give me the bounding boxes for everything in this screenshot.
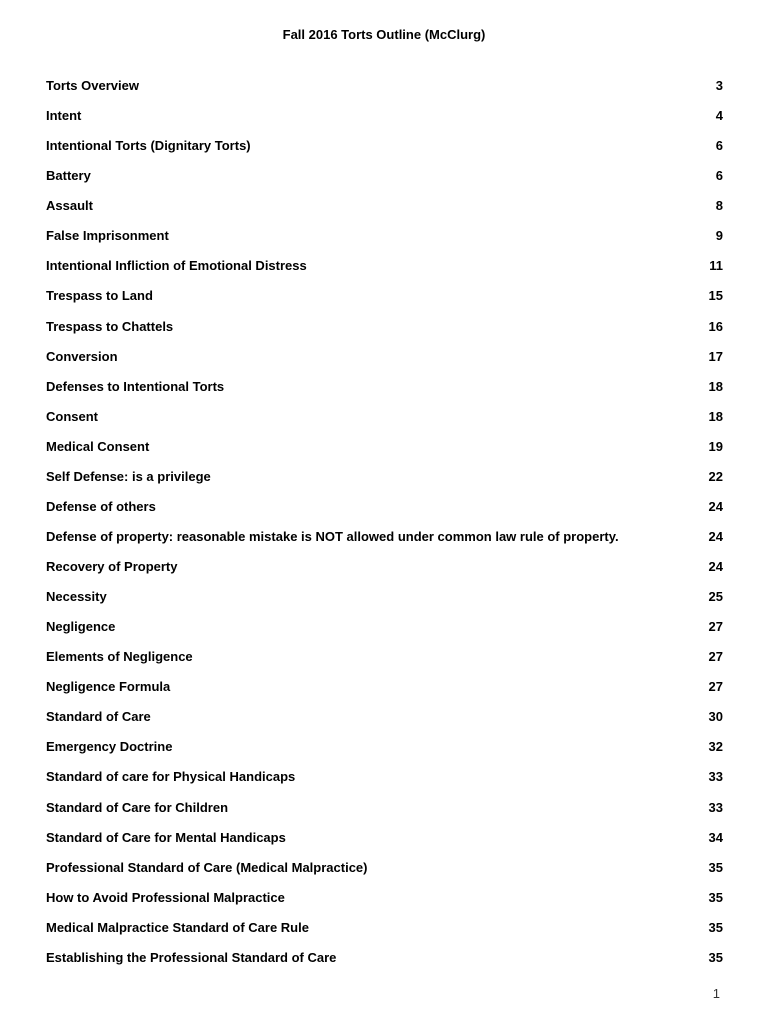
toc-entry-page: 17 <box>708 348 723 364</box>
toc-entry[interactable] <box>46 950 723 980</box>
toc-entry-page: 27 <box>708 649 723 665</box>
document-title: Fall 2016 Torts Outline (McClurg) <box>282 27 486 42</box>
toc-entry-title[interactable]: Negligence Formula <box>46 679 171 695</box>
toc-entry-title[interactable]: Battery <box>46 168 91 184</box>
toc-entry-title[interactable]: Defenses to Intentional Torts <box>46 378 225 394</box>
toc-entry[interactable] <box>46 800 723 830</box>
toc-entry[interactable] <box>46 198 723 228</box>
page-number: 1 <box>712 986 720 1001</box>
toc-entry[interactable] <box>46 288 723 318</box>
toc-entry-title[interactable]: Defense of property: reasonable mistake is NOT allowed under common law rule of property. <box>46 528 619 544</box>
toc-entry-title[interactable]: Torts Overview <box>46 78 139 93</box>
toc-entry-page: 35 <box>708 859 723 875</box>
toc-entry[interactable] <box>46 409 723 439</box>
toc-entry[interactable] <box>46 469 723 499</box>
toc-entry-page: 15 <box>708 288 723 304</box>
toc-entry-title[interactable]: Negligence <box>46 619 116 635</box>
toc-entry-page: 19 <box>708 438 723 454</box>
toc-entry-title[interactable]: Self Defense: is a privilege <box>46 468 211 484</box>
toc-entry-title[interactable]: Defense of others <box>46 498 156 514</box>
toc-entry[interactable] <box>46 529 723 559</box>
toc-entry-page: 6 <box>715 138 723 154</box>
toc-entry-title[interactable]: Standard of Care for Children <box>46 799 229 815</box>
toc-entry-page: 22 <box>708 468 723 484</box>
toc-entry[interactable] <box>46 890 723 920</box>
toc-entry[interactable] <box>46 769 723 799</box>
toc-entry-page: 3 <box>715 78 723 93</box>
toc-entry[interactable] <box>46 228 723 258</box>
toc-entry-title[interactable]: Professional Standard of Care (Medical Malpractice) <box>46 859 368 875</box>
toc-entry[interactable] <box>46 920 723 950</box>
toc-entry[interactable] <box>46 138 723 168</box>
toc-entry[interactable] <box>46 860 723 890</box>
toc-entry-title[interactable]: Standard of Care for Mental Handicaps <box>46 829 286 845</box>
toc-entry[interactable] <box>46 589 723 619</box>
toc-entry[interactable] <box>46 349 723 379</box>
toc-entry-page: 30 <box>708 709 723 725</box>
toc-entry-title[interactable]: Recovery of Property <box>46 559 178 574</box>
table-of-contents <box>46 78 723 980</box>
toc-entry[interactable] <box>46 830 723 860</box>
toc-entry-page: 27 <box>708 619 723 635</box>
toc-entry-title[interactable]: Trespass to Land <box>46 288 153 304</box>
toc-entry-title[interactable]: Intent <box>46 108 82 124</box>
toc-entry-title[interactable]: Necessity <box>46 589 107 605</box>
toc-entry-title[interactable]: How to Avoid Professional Malpractice <box>46 889 285 905</box>
toc-entry-title[interactable]: Consent <box>46 408 98 424</box>
toc-entry-page: 35 <box>708 919 723 935</box>
toc-entry-title[interactable]: Establishing the Professional Standard of Care <box>46 949 337 965</box>
toc-entry-page: 24 <box>708 559 723 574</box>
toc-entry[interactable] <box>46 559 723 589</box>
toc-entry-page: 35 <box>708 949 723 965</box>
toc-entry-page: 32 <box>708 739 723 755</box>
toc-entry-page: 33 <box>708 799 723 815</box>
toc-entry[interactable] <box>46 258 723 288</box>
toc-entry-page: 33 <box>708 769 723 785</box>
toc-entry-title[interactable]: Standard of Care <box>46 709 151 725</box>
toc-entry[interactable] <box>46 709 723 739</box>
toc-entry-page: 16 <box>708 318 723 334</box>
toc-entry-page: 6 <box>715 168 723 184</box>
toc-entry-title[interactable]: Intentional Torts (Dignitary Torts) <box>46 138 251 154</box>
toc-entry[interactable] <box>46 319 723 349</box>
toc-entry-page: 18 <box>708 378 723 394</box>
toc-entry-title[interactable]: Elements of Negligence <box>46 649 193 665</box>
toc-entry-page: 24 <box>708 528 723 544</box>
toc-entry[interactable] <box>46 649 723 679</box>
toc-entry-title[interactable]: Medical Malpractice Standard of Care Rule <box>46 919 309 935</box>
toc-entry-title[interactable]: Intentional Infliction of Emotional Distress <box>46 258 307 274</box>
toc-entry-title[interactable]: Emergency Doctrine <box>46 739 173 755</box>
toc-entry-page: 4 <box>715 108 723 124</box>
toc-entry-title[interactable]: Assault <box>46 198 93 214</box>
toc-entry[interactable] <box>46 739 723 769</box>
toc-entry-title[interactable]: False Imprisonment <box>46 228 169 244</box>
toc-entry[interactable] <box>46 168 723 198</box>
toc-entry[interactable] <box>46 619 723 649</box>
toc-entry-page: 18 <box>708 408 723 424</box>
toc-entry-title[interactable]: Trespass to Chattels <box>46 318 174 334</box>
toc-entry[interactable] <box>46 439 723 469</box>
toc-entry-title[interactable]: Conversion <box>46 348 118 364</box>
toc-entry-title[interactable]: Standard of care for Physical Handicaps <box>46 769 296 785</box>
toc-entry[interactable] <box>46 78 723 108</box>
toc-entry-page: 11 <box>709 258 723 274</box>
toc-entry[interactable] <box>46 499 723 529</box>
toc-entry[interactable] <box>46 379 723 409</box>
toc-entry-page: 25 <box>708 589 723 605</box>
toc-entry-page: 24 <box>708 498 723 514</box>
toc-entry-page: 27 <box>708 679 723 695</box>
toc-entry[interactable] <box>46 108 723 138</box>
toc-entry-page: 8 <box>715 198 723 214</box>
toc-entry-page: 35 <box>708 889 723 905</box>
toc-entry-page: 34 <box>708 829 723 845</box>
toc-entry-title[interactable]: Medical Consent <box>46 438 150 454</box>
toc-entry[interactable] <box>46 679 723 709</box>
toc-entry-page: 9 <box>715 228 723 244</box>
